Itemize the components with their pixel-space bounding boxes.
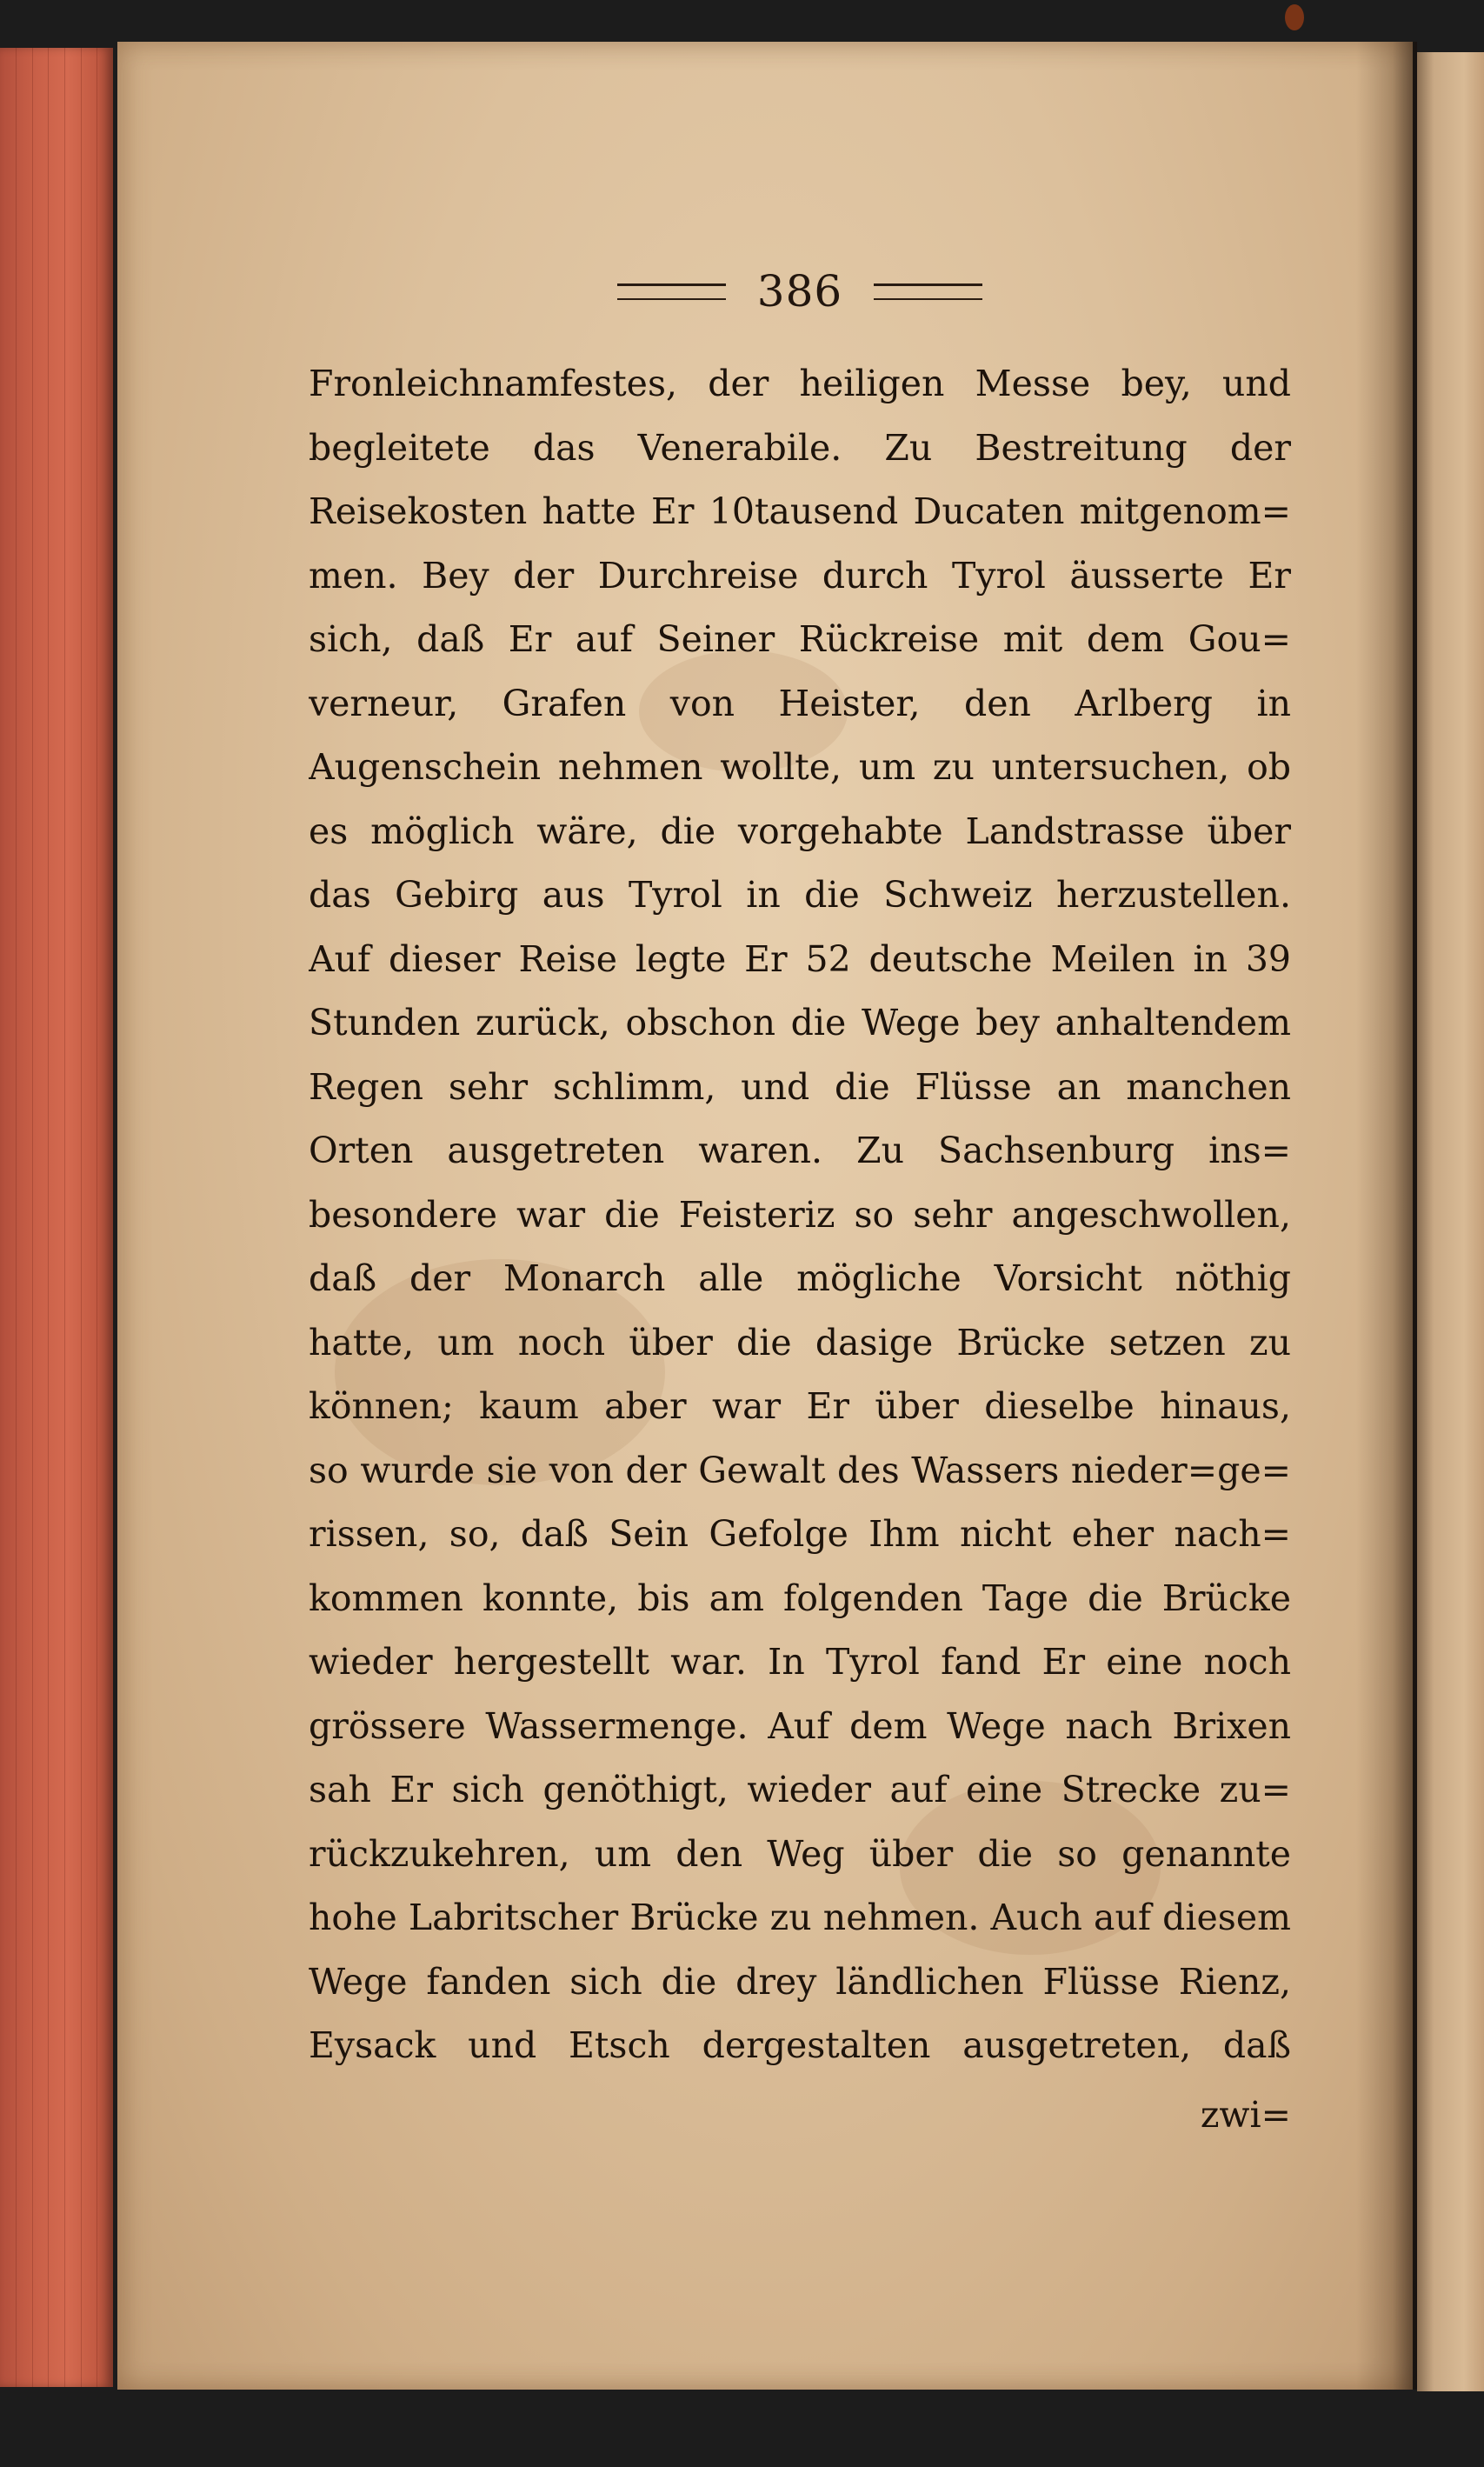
text-line: Orten ausgetreten waren. Zu Sachsenburg ins= [309, 1130, 1291, 1171]
text-line: Eysack und Etsch dergestalten ausgetreten, daß [309, 2024, 1291, 2066]
page-edges [0, 48, 113, 2387]
text-line: kommen konnte, bis am folgenden Tage die Brücke [309, 1577, 1291, 1619]
text-line: rückzukehren, um den Weg über die so genannte [309, 1832, 1291, 1875]
text-line: men. Bey der Durchreise durch Tyrol äusserte Er [309, 554, 1291, 597]
text-line: Reisekosten hatte Er 10tausend Ducaten mitgenom= [309, 490, 1291, 532]
stain-mark [1285, 4, 1304, 30]
page-number: 386 [756, 266, 843, 317]
text-line: grössere Wassermenge. Auf dem Wege nach Brixen [309, 1704, 1291, 1747]
text-line: hohe Labritscher Brücke zu nehmen. Auch auf diesem [309, 1897, 1291, 1938]
text-line: Auf dieser Reise legte Er 52 deutsche Meilen in 39 [309, 937, 1291, 980]
text-line: rissen, so, daß Sein Gefolge Ihm nicht eher nach= [309, 1513, 1291, 1555]
text-line: sah Er sich genöthigt, wieder auf eine Strecke zu= [309, 1769, 1291, 1810]
gutter-shadow [1356, 42, 1417, 2390]
text-line: Stunden zurück, obschon die Wege bey anhaltendem [309, 1002, 1291, 1043]
text-line: daß der Monarch alle mögliche Vorsicht nöthig [309, 1257, 1291, 1299]
text-line: besondere war die Feisteriz so sehr angeschwollen, [309, 1193, 1291, 1236]
catchword: zwi= [1200, 2094, 1291, 2136]
running-header [591, 252, 1008, 330]
text-line: können; kaum aber war Er über dieselbe hinaus, [309, 1385, 1291, 1427]
text-line: wieder hergestellt war. In Tyrol fand Er eine noch [309, 1641, 1291, 1683]
text-line: hatte, um noch über die dasige Brücke setzen zu [309, 1321, 1291, 1364]
text-line: verneur, Grafen von Heister, den Arlberg in [309, 682, 1291, 724]
text-line: Regen sehr schlimm, und die Flüsse an manchen [309, 1065, 1291, 1108]
body-text [309, 352, 1291, 2078]
header-rule-right [874, 283, 982, 300]
text-line: Fronleichnamfestes, der heiligen Messe bey, und [309, 363, 1291, 404]
facing-page-edge [1417, 52, 1484, 2391]
text-line: es möglich wäre, die vorgehabte Landstrasse über [309, 810, 1291, 852]
text-line: das Gebirg aus Tyrol in die Schweiz herzustellen. [309, 874, 1291, 916]
text-line: so wurde sie von der Gewalt des Wassers nieder=ge= [309, 1449, 1291, 1491]
text-line: sich, daß Er auf Seiner Rückreise mit dem Gou= [309, 618, 1291, 660]
text-line: Wege fanden sich die drey ländlichen Flüsse Rienz, [309, 1960, 1291, 2003]
header-rule-left [617, 283, 726, 300]
text-line: Augenschein nehmen wollte, um zu untersuchen, ob [309, 746, 1291, 788]
text-line: begleitete das Venerabile. Zu Bestreitung der [309, 426, 1291, 469]
